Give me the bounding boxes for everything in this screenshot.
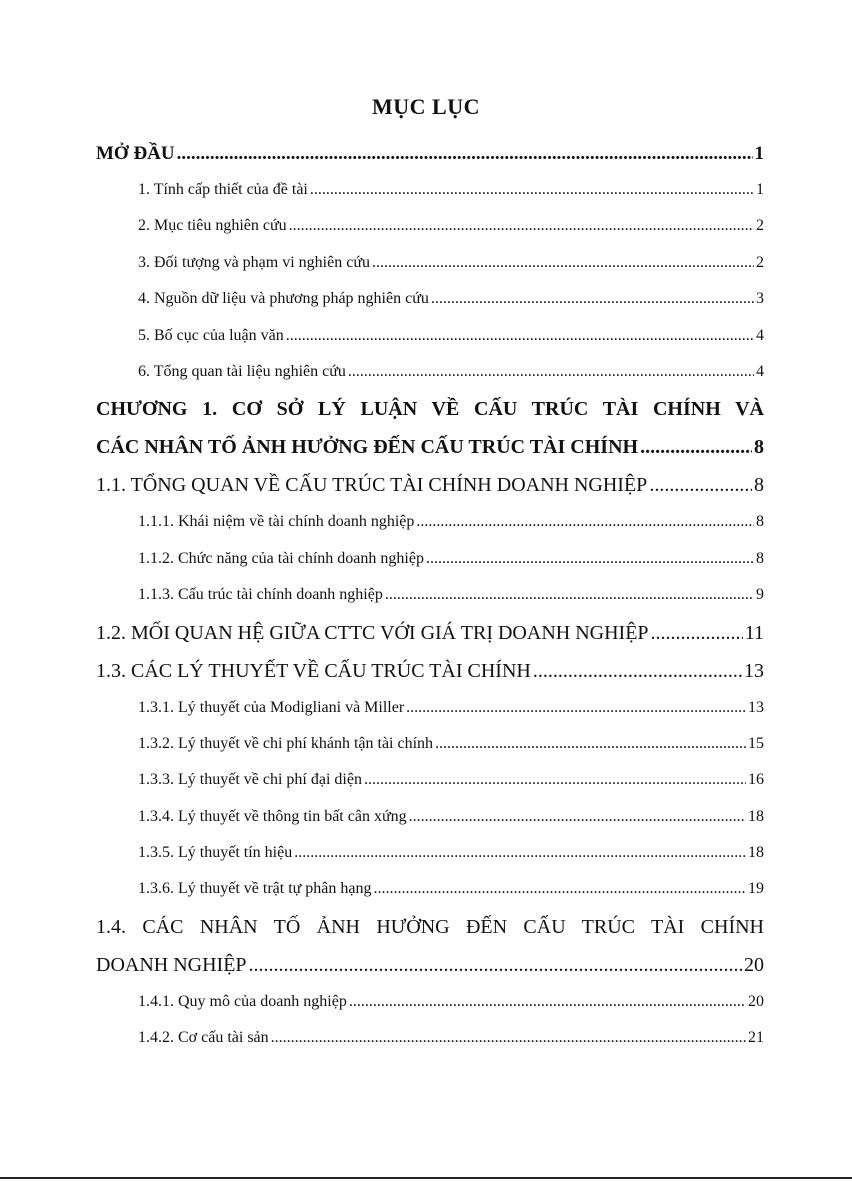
toc-leader-dots — [426, 541, 754, 577]
toc-entry-label: 1.3.6. Lý thuyết về trật tự phân hạng — [138, 880, 372, 898]
toc-chapter-line: CHƯƠNG 1. CƠ SỞ LÝ LUẬN VỀ CẤU TRÚC TÀI CHÍNH VÀ — [96, 398, 764, 421]
page-title: MỤC LỤC — [372, 94, 480, 119]
toc-leader-dots — [286, 318, 754, 354]
toc-page-number: 2 — [756, 253, 764, 271]
toc-page-number: 1 — [754, 143, 764, 164]
toc-leader-dots — [177, 136, 753, 172]
toc-page-number: 2 — [756, 217, 764, 235]
toc-entry — [96, 652, 764, 690]
toc-entry-label: 2. Mục tiêu nghiên cứu — [138, 217, 287, 235]
toc-leader-dots — [435, 726, 746, 762]
table-of-contents — [96, 136, 764, 1057]
toc-page-number: 8 — [754, 474, 764, 497]
toc-entry — [96, 281, 764, 317]
toc-entry-label: 1.3.4. Lý thuyết về thông tin bất cân xứng — [138, 807, 407, 825]
toc-leader-dots — [533, 652, 742, 690]
toc-entry — [96, 762, 764, 798]
toc-entry-label: 1.3.2. Lý thuyết về chi phí khánh tận tài chính — [138, 734, 434, 752]
toc-entry-label: 3. Đối tượng và phạm vi nghiên cứu — [138, 253, 370, 271]
toc-chapter-heading — [96, 390, 764, 466]
toc-entry-label: 1.2. MỐI QUAN HỆ GIỮA CTTC VỚI GIÁ TRỊ DOANH NGHIỆP — [96, 621, 649, 644]
toc-entry-label: 1.3.3. Lý thuyết về chi phí đại diện — [138, 771, 362, 789]
toc-page-number: 11 — [744, 621, 764, 644]
toc-entry-label: 5. Bố cục của luận văn — [138, 326, 284, 344]
toc-entry — [96, 136, 764, 172]
toc-page-number: 8 — [756, 549, 764, 567]
toc-page-number: 21 — [748, 1029, 764, 1047]
toc-page-number: 1 — [756, 181, 764, 198]
toc-page-number: 3 — [756, 290, 764, 308]
toc-entry — [96, 172, 764, 208]
toc-leader-dots — [409, 799, 746, 835]
toc-leader-dots — [651, 614, 743, 652]
toc-page-number: 18 — [748, 844, 764, 862]
toc-entry-label: MỞ ĐẦU — [96, 143, 175, 164]
toc-entry-label: 1.1. TỔNG QUAN VỀ CẤU TRÚC TÀI CHÍNH DOANH NGHIỆP — [96, 474, 648, 497]
toc-entry — [96, 690, 764, 726]
toc-leader-dots — [364, 762, 746, 798]
toc-entry — [96, 541, 764, 577]
toc-leader-dots — [385, 577, 754, 613]
toc-page-number: 15 — [748, 734, 764, 752]
toc-entry-label: 1.4.1. Quy mô của doanh nghiệp — [138, 992, 347, 1010]
toc-entry — [96, 428, 764, 466]
toc-leader-dots — [406, 690, 746, 726]
toc-leader-dots — [249, 946, 742, 984]
toc-page-number: 18 — [748, 807, 764, 825]
toc-page-number: 8 — [754, 436, 764, 459]
toc-entry — [96, 504, 764, 540]
toc-page-number: 13 — [748, 698, 764, 716]
toc-leader-dots — [374, 871, 746, 907]
toc-entry — [96, 614, 764, 652]
toc-entry-label: 6. Tổng quan tài liệu nghiên cứu — [138, 362, 346, 380]
toc-leader-dots — [416, 504, 754, 540]
toc-leader-dots — [294, 835, 746, 871]
toc-entry — [96, 577, 764, 613]
toc-leader-dots — [349, 984, 746, 1020]
toc-entry — [96, 946, 764, 984]
toc-leader-dots — [289, 208, 754, 244]
toc-entry-label: 1.3. CÁC LÝ THUYẾT VỀ CẤU TRÚC TÀI CHÍNH — [96, 659, 531, 682]
toc-entry — [96, 245, 764, 281]
toc-leader-dots — [310, 172, 754, 208]
toc-leader-dots — [348, 354, 754, 390]
page-bottom-rule — [0, 1177, 852, 1179]
toc-entry-label: 1.1.3. Cấu trúc tài chính doanh nghiệp — [138, 586, 383, 604]
toc-entry — [96, 318, 764, 354]
toc-entry — [96, 1020, 764, 1056]
toc-leader-dots — [640, 428, 752, 466]
toc-entry — [96, 835, 764, 871]
toc-page-number: 13 — [744, 659, 764, 682]
toc-entry — [96, 208, 764, 244]
toc-entry — [96, 984, 764, 1020]
toc-page-number: 9 — [756, 586, 764, 604]
toc-page-number: 4 — [756, 326, 764, 344]
toc-entry-label: 1.4.2. Cơ cấu tài sản — [138, 1029, 269, 1047]
toc-page-number: 20 — [744, 953, 764, 976]
toc-page-number: 20 — [748, 992, 764, 1010]
toc-leader-dots — [271, 1020, 746, 1056]
toc-entry — [96, 726, 764, 762]
toc-page-number: 8 — [756, 513, 764, 531]
toc-entry-label: 1.1.2. Chức năng của tài chính doanh nghiệp — [138, 549, 424, 567]
toc-entry-label: 1.3.1. Lý thuyết của Modigliani và Miller — [138, 698, 405, 716]
toc-leader-dots — [431, 281, 754, 317]
toc-entry — [96, 871, 764, 907]
toc-leader-dots — [372, 245, 754, 281]
toc-entry-label: 1.3.5. Lý thuyết tín hiệu — [138, 844, 293, 862]
toc-page-number: 16 — [748, 771, 764, 789]
toc-page-number: 4 — [756, 362, 764, 380]
toc-entry-label: 1. Tính cấp thiết của đề tài — [138, 181, 308, 198]
toc-entry-label: CÁC NHÂN TỐ ẢNH HƯỞNG ĐẾN CẤU TRÚC TÀI CHÍNH — [96, 436, 639, 459]
toc-section-heading — [96, 908, 764, 984]
toc-page-number: 19 — [748, 880, 764, 898]
toc-entry — [96, 354, 764, 390]
toc-entry-label: 4. Nguồn dữ liệu và phương pháp nghiên cứu — [138, 290, 429, 308]
toc-leader-dots — [649, 466, 752, 504]
toc-entry — [96, 799, 764, 835]
toc-section-line: 1.4. CÁC NHÂN TỐ ẢNH HƯỞNG ĐẾN CẤU TRÚC TÀI CHÍNH — [96, 915, 764, 938]
toc-entry-label: 1.1.1. Khái niệm về tài chính doanh nghiệp — [138, 513, 415, 531]
toc-entry — [96, 466, 764, 504]
toc-entry-label: DOANH NGHIỆP — [96, 953, 247, 976]
